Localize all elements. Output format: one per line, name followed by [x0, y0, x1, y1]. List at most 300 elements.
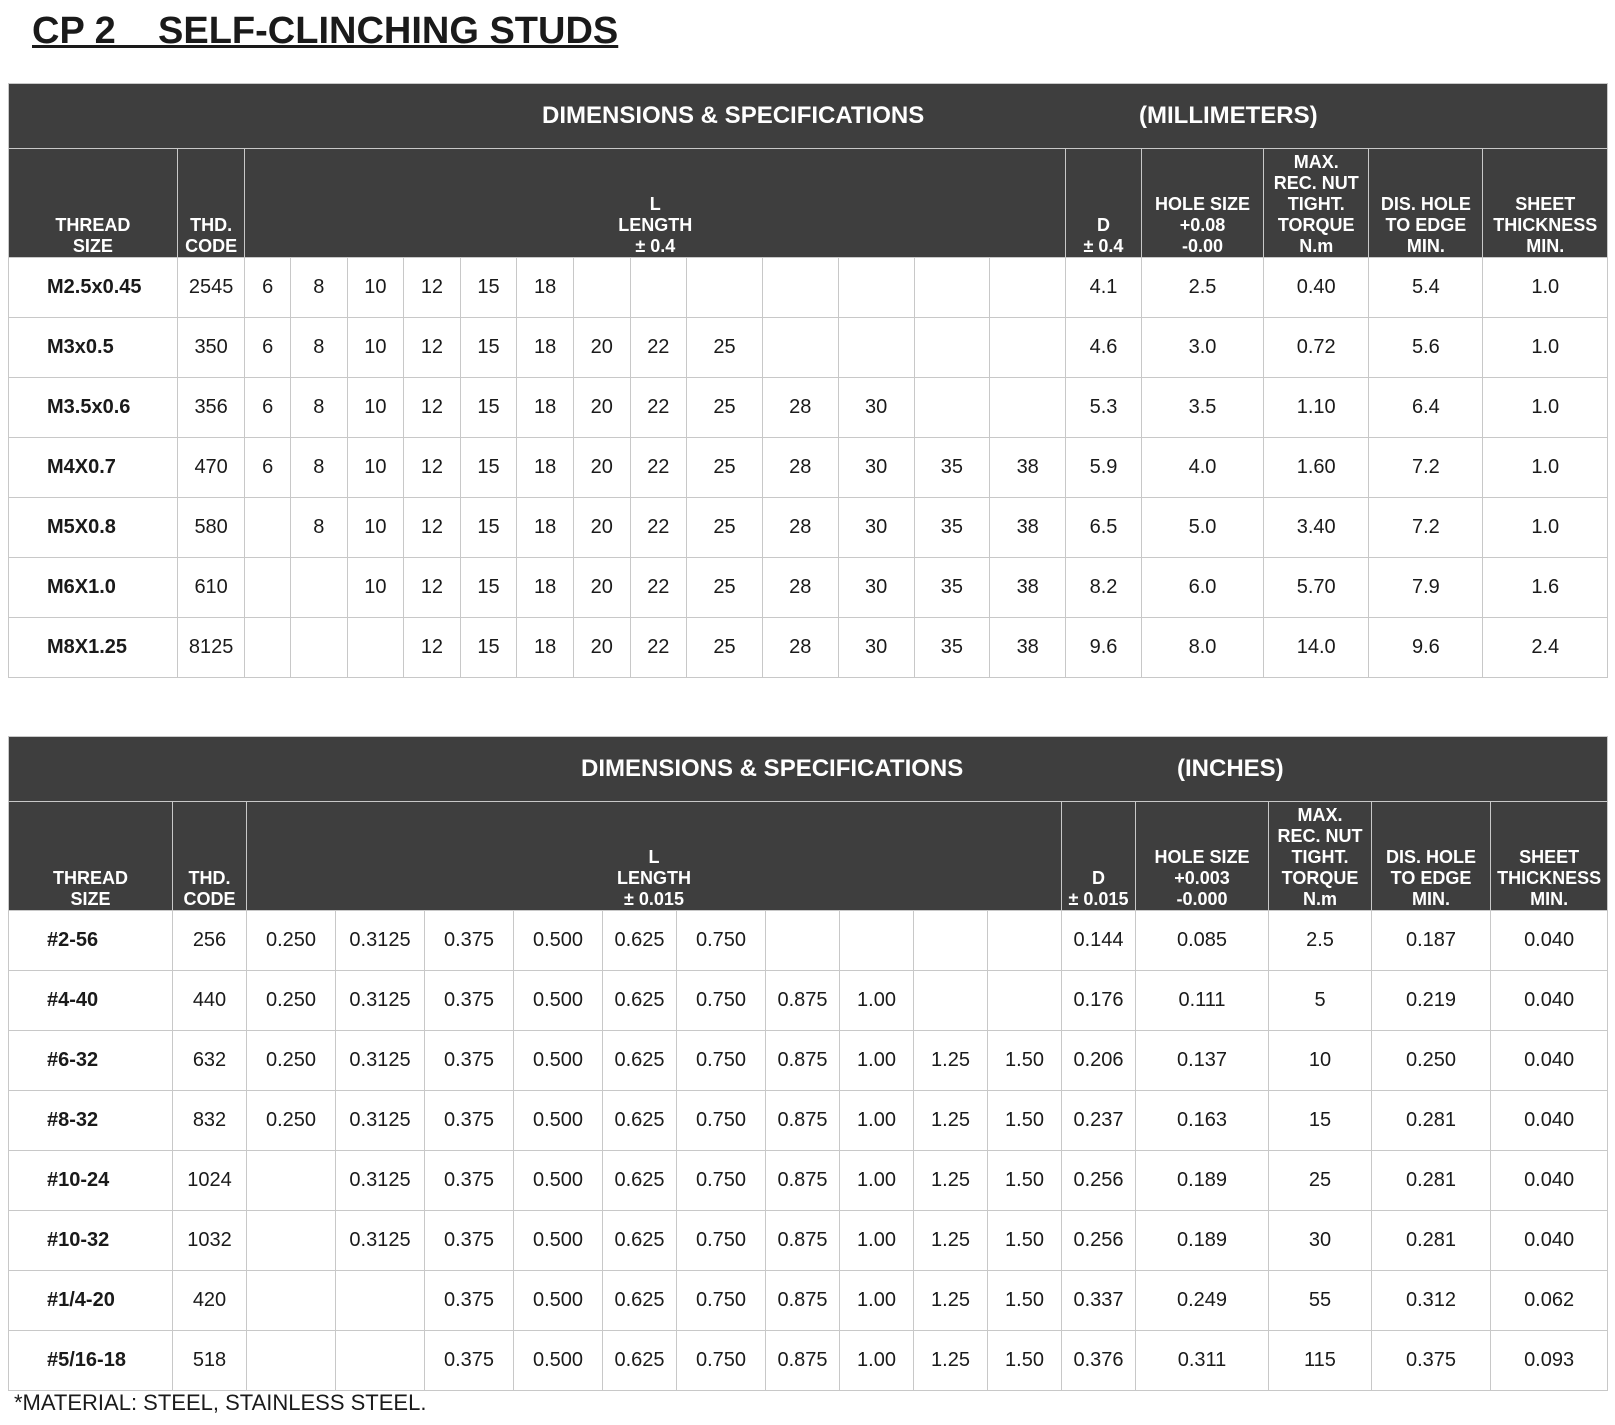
table-cell [766, 911, 840, 971]
table-cell: 0.3125 [336, 1031, 425, 1091]
table-cell: 0.3125 [336, 1091, 425, 1151]
table-cell [990, 378, 1066, 438]
table-cell: 4.0 [1141, 438, 1263, 498]
table-cell: 22 [630, 558, 687, 618]
table-cell: 0.040 [1491, 911, 1608, 971]
table-cell: 0.093 [1491, 1331, 1608, 1391]
table-cell: 1.0 [1483, 258, 1608, 318]
thread-code-cell: 1032 [173, 1211, 247, 1271]
table-cell: 8.0 [1141, 618, 1263, 678]
table-cell: 5.70 [1264, 558, 1369, 618]
table-row [9, 1091, 1608, 1151]
table-cell: 0.250 [247, 1091, 336, 1151]
table-cell: 0.111 [1136, 971, 1269, 1031]
table-cell: 6.0 [1141, 558, 1263, 618]
table-cell [838, 258, 914, 318]
page-title: CP 2 SELF-CLINCHING STUDS [32, 10, 619, 52]
header-thread-size: THREAD SIZE [9, 802, 173, 911]
table-cell: 1.50 [988, 1331, 1062, 1391]
metric-banner [9, 84, 1608, 149]
table-cell: 0.500 [514, 1031, 603, 1091]
table-row [9, 558, 1608, 618]
table-cell: 5.3 [1066, 378, 1142, 438]
table-cell [838, 318, 914, 378]
table-cell: 12 [404, 558, 461, 618]
thread-code-cell: 8125 [177, 618, 245, 678]
table-cell: 6 [245, 438, 290, 498]
table-cell: 9.6 [1066, 618, 1142, 678]
table-cell: 8 [290, 258, 347, 318]
thread-code-cell: 420 [173, 1271, 247, 1331]
thread-code-cell: 518 [173, 1331, 247, 1391]
table-cell: 1.00 [840, 1271, 914, 1331]
table-cell [247, 1331, 336, 1391]
table-cell [988, 971, 1062, 1031]
table-cell: 0.875 [766, 1091, 840, 1151]
table-cell [347, 618, 404, 678]
table-cell: 1.10 [1264, 378, 1369, 438]
table-cell: 0.256 [1062, 1151, 1136, 1211]
table-cell: 38 [990, 618, 1066, 678]
table-cell: 25 [687, 318, 763, 378]
table-row [9, 1211, 1608, 1271]
table-cell: 1.50 [988, 1031, 1062, 1091]
table-cell: 20 [573, 378, 630, 438]
table-cell: 28 [762, 558, 838, 618]
table-cell: 0.875 [766, 1271, 840, 1331]
thread-size-cell: #5/16-18 [9, 1331, 173, 1391]
table-cell: 22 [630, 378, 687, 438]
table-cell: 0.040 [1491, 1091, 1608, 1151]
table-cell: 35 [914, 618, 990, 678]
table-cell [247, 1271, 336, 1331]
table-cell: 6 [245, 258, 290, 318]
table-cell [573, 258, 630, 318]
table-cell: 18 [517, 318, 574, 378]
table-cell [630, 258, 687, 318]
table-cell: 0.375 [425, 1271, 514, 1331]
table-cell: 6.5 [1066, 498, 1142, 558]
table-cell [990, 258, 1066, 318]
header-hole-to-edge: DIS. HOLE TO EDGE MIN. [1369, 149, 1483, 258]
table-cell: 0.250 [247, 971, 336, 1031]
table-cell: 0.500 [514, 1211, 603, 1271]
table-cell: 0.875 [766, 1151, 840, 1211]
table-cell: 15 [460, 618, 517, 678]
table-cell: 20 [573, 618, 630, 678]
table-cell [247, 1151, 336, 1211]
table-cell: 0.750 [677, 971, 766, 1031]
table-cell: 22 [630, 618, 687, 678]
table-cell: 5.4 [1369, 258, 1483, 318]
table-row [9, 1271, 1608, 1331]
table-cell: 0.3125 [336, 1211, 425, 1271]
table-row [9, 258, 1608, 318]
table-cell: 0.250 [247, 911, 336, 971]
table-cell: 0.337 [1062, 1271, 1136, 1331]
table-cell: 35 [914, 438, 990, 498]
thread-size-cell: #10-32 [9, 1211, 173, 1271]
table-cell: 2.5 [1141, 258, 1263, 318]
table-cell: 2.4 [1483, 618, 1608, 678]
thread-size-cell: #6-32 [9, 1031, 173, 1091]
table-cell: 10 [347, 498, 404, 558]
table-cell: 10 [347, 558, 404, 618]
table-cell: 0.375 [425, 1331, 514, 1391]
table-cell: 1.25 [914, 1031, 988, 1091]
table-cell: 5 [1269, 971, 1372, 1031]
table-cell: 18 [517, 438, 574, 498]
table-cell: 0.375 [425, 1151, 514, 1211]
table-cell: 12 [404, 258, 461, 318]
table-cell: 0.750 [677, 1151, 766, 1211]
table-cell [290, 618, 347, 678]
table-cell: 38 [990, 558, 1066, 618]
table-cell: 0.750 [677, 1331, 766, 1391]
header-diameter: D ± 0.4 [1066, 149, 1142, 258]
table-cell: 20 [573, 558, 630, 618]
table-cell: 0.875 [766, 1331, 840, 1391]
header-length: L LENGTH ± 0.015 [247, 802, 1062, 911]
table-cell: 6.4 [1369, 378, 1483, 438]
table-cell: 18 [517, 378, 574, 438]
table-cell: 1.0 [1483, 318, 1608, 378]
metric-banner-unit: (MILLIMETERS) [1139, 102, 1318, 129]
table-row [9, 911, 1608, 971]
table-cell: 28 [762, 438, 838, 498]
table-cell: 1.50 [988, 1091, 1062, 1151]
table-cell: 1.6 [1483, 558, 1608, 618]
table-cell: 6 [245, 318, 290, 378]
material-footnote: *MATERIAL: STEEL, STAINLESS STEEL. [14, 1390, 427, 1415]
table-cell: 3.0 [1141, 318, 1263, 378]
header-length: L LENGTH ± 0.4 [245, 149, 1066, 258]
table-cell: 25 [1269, 1151, 1372, 1211]
table-row [9, 438, 1608, 498]
table-cell [290, 558, 347, 618]
table-cell: 0.375 [425, 971, 514, 1031]
table-cell: 20 [573, 318, 630, 378]
thread-code-cell: 1024 [173, 1151, 247, 1211]
table-row [9, 618, 1608, 678]
table-cell: 8 [290, 378, 347, 438]
table-row [9, 318, 1608, 378]
table-cell: 0.312 [1372, 1271, 1491, 1331]
table-cell: 15 [460, 258, 517, 318]
table-cell: 0.500 [514, 1151, 603, 1211]
header-sheet-thickness: SHEET THICKNESS MIN. [1483, 149, 1608, 258]
table-cell: 5.0 [1141, 498, 1263, 558]
table-cell: 30 [1269, 1211, 1372, 1271]
table-cell [914, 971, 988, 1031]
table-cell: 1.0 [1483, 438, 1608, 498]
table-row [9, 1331, 1608, 1391]
table-cell: 0.250 [247, 1031, 336, 1091]
thread-size-cell: M3x0.5 [9, 318, 178, 378]
table-cell: 15 [460, 558, 517, 618]
table-cell: 0.189 [1136, 1151, 1269, 1211]
table-cell [245, 618, 290, 678]
table-cell [914, 378, 990, 438]
table-cell: 6 [245, 378, 290, 438]
header-thread-size: THREAD SIZE [9, 149, 178, 258]
table-cell: 0.750 [677, 1031, 766, 1091]
table-cell: 28 [762, 378, 838, 438]
table-cell [336, 1271, 425, 1331]
table-cell: 0.625 [603, 1331, 677, 1391]
header-hole-to-edge: DIS. HOLE TO EDGE MIN. [1372, 802, 1491, 911]
table-cell: 0.875 [766, 971, 840, 1031]
table-cell: 1.00 [840, 1091, 914, 1151]
table-cell: 0.875 [766, 1211, 840, 1271]
thread-size-cell: #1/4-20 [9, 1271, 173, 1331]
table-cell: 8 [290, 498, 347, 558]
table-cell: 10 [347, 318, 404, 378]
table-cell: 0.375 [425, 1211, 514, 1271]
table-cell: 30 [838, 618, 914, 678]
table-cell: 0.137 [1136, 1031, 1269, 1091]
header-hole-size: HOLE SIZE +0.08 -0.00 [1141, 149, 1263, 258]
inch-banner [9, 737, 1608, 802]
table-cell: 0.500 [514, 1271, 603, 1331]
table-cell: 0.72 [1264, 318, 1369, 378]
thread-code-cell: 470 [177, 438, 245, 498]
table-cell: 0.375 [425, 911, 514, 971]
table-cell: 12 [404, 498, 461, 558]
table-cell: 25 [687, 378, 763, 438]
table-cell: 1.25 [914, 1271, 988, 1331]
table-cell: 0.375 [1372, 1331, 1491, 1391]
header-torque: MAX. REC. NUT TIGHT. TORQUE N.m [1264, 149, 1369, 258]
table-cell: 30 [838, 498, 914, 558]
table-cell: 0.237 [1062, 1091, 1136, 1151]
thread-size-cell: #10-24 [9, 1151, 173, 1211]
thread-code-cell: 256 [173, 911, 247, 971]
table-cell: 1.00 [840, 1031, 914, 1091]
table-cell: 0.3125 [336, 1151, 425, 1211]
table-cell: 38 [990, 498, 1066, 558]
thread-size-cell: M6X1.0 [9, 558, 178, 618]
thread-size-cell: M5X0.8 [9, 498, 178, 558]
table-cell: 15 [460, 378, 517, 438]
table-cell: 7.9 [1369, 558, 1483, 618]
table-cell: 12 [404, 618, 461, 678]
table-cell: 0.187 [1372, 911, 1491, 971]
table-cell: 3.40 [1264, 498, 1369, 558]
thread-code-cell: 2545 [177, 258, 245, 318]
table-cell: 4.6 [1066, 318, 1142, 378]
table-cell: 7.2 [1369, 438, 1483, 498]
table-cell: 0.500 [514, 971, 603, 1031]
table-cell: 38 [990, 438, 1066, 498]
table-cell: 4.1 [1066, 258, 1142, 318]
table-cell: 18 [517, 558, 574, 618]
table-cell [914, 911, 988, 971]
thread-size-cell: M2.5x0.45 [9, 258, 178, 318]
table-cell [762, 318, 838, 378]
table-cell: 1.25 [914, 1211, 988, 1271]
thread-size-cell: #4-40 [9, 971, 173, 1031]
table-cell: 0.625 [603, 1091, 677, 1151]
table-cell: 8.2 [1066, 558, 1142, 618]
table-cell: 20 [573, 438, 630, 498]
table-cell: 10 [347, 438, 404, 498]
header-torque: MAX. REC. NUT TIGHT. TORQUE N.m [1269, 802, 1372, 911]
table-cell: 0.625 [603, 1211, 677, 1271]
table-cell: 0.176 [1062, 971, 1136, 1031]
table-cell: 15 [460, 498, 517, 558]
table-cell [914, 318, 990, 378]
table-cell: 2.5 [1269, 911, 1372, 971]
table-cell [762, 258, 838, 318]
header-sheet-thickness: SHEET THICKNESS MIN. [1491, 802, 1608, 911]
table-cell [840, 911, 914, 971]
thread-size-cell: M3.5x0.6 [9, 378, 178, 438]
table-cell: 0.311 [1136, 1331, 1269, 1391]
metric-banner-title: DIMENSIONS & SPECIFICATIONS [542, 102, 925, 129]
table-cell [247, 1211, 336, 1271]
table-cell [687, 258, 763, 318]
table-cell: 1.0 [1483, 498, 1608, 558]
table-cell: 0.500 [514, 911, 603, 971]
table-cell: 0.256 [1062, 1211, 1136, 1271]
table-cell: 35 [914, 498, 990, 558]
table-cell: 55 [1269, 1271, 1372, 1331]
table-cell: 0.281 [1372, 1151, 1491, 1211]
table-cell: 0.375 [425, 1091, 514, 1151]
table-cell [988, 911, 1062, 971]
table-cell: 0.040 [1491, 1151, 1608, 1211]
thread-code-cell: 440 [173, 971, 247, 1031]
table-cell: 1.60 [1264, 438, 1369, 498]
table-cell: 0.375 [425, 1031, 514, 1091]
table-cell: 10 [347, 258, 404, 318]
table-cell: 115 [1269, 1331, 1372, 1391]
table-cell: 10 [347, 378, 404, 438]
thread-size-cell: M8X1.25 [9, 618, 178, 678]
table-cell: 1.00 [840, 971, 914, 1031]
table-cell: 0.281 [1372, 1091, 1491, 1151]
header-diameter: D ± 0.015 [1062, 802, 1136, 911]
table-cell: 25 [687, 438, 763, 498]
table-cell: 0.625 [603, 1031, 677, 1091]
table-cell: 22 [630, 318, 687, 378]
header-hole-size: HOLE SIZE +0.003 -0.000 [1136, 802, 1269, 911]
inch-banner-unit: (INCHES) [1177, 755, 1284, 782]
table-cell: 0.750 [677, 1271, 766, 1331]
header-thread-code: THD. CODE [173, 802, 247, 911]
table-cell: 22 [630, 438, 687, 498]
table-cell: 1.25 [914, 1151, 988, 1211]
table-cell: 12 [404, 318, 461, 378]
table-cell: 30 [838, 378, 914, 438]
table-row [9, 498, 1608, 558]
table-cell: 0.249 [1136, 1271, 1269, 1331]
table-cell: 0.281 [1372, 1211, 1491, 1271]
table-row [9, 1031, 1608, 1091]
thread-size-cell: M4X0.7 [9, 438, 178, 498]
inch-spec-table [8, 736, 1608, 1391]
table-cell: 12 [404, 378, 461, 438]
table-cell: 5.9 [1066, 438, 1142, 498]
table-cell: 3.5 [1141, 378, 1263, 438]
table-cell: 1.00 [840, 1211, 914, 1271]
table-cell [245, 498, 290, 558]
table-cell [336, 1331, 425, 1391]
table-cell: 0.3125 [336, 971, 425, 1031]
table-cell: 1.50 [988, 1151, 1062, 1211]
table-cell: 1.0 [1483, 378, 1608, 438]
table-cell: 15 [1269, 1091, 1372, 1151]
thread-size-cell: #2-56 [9, 911, 173, 971]
table-cell: 12 [404, 438, 461, 498]
inch-banner-title: DIMENSIONS & SPECIFICATIONS [581, 755, 964, 782]
table-cell: 0.040 [1491, 1031, 1608, 1091]
thread-code-cell: 632 [173, 1031, 247, 1091]
table-cell: 15 [460, 318, 517, 378]
table-cell: 0.750 [677, 1211, 766, 1271]
thread-code-cell: 832 [173, 1091, 247, 1151]
table-cell: 0.750 [677, 911, 766, 971]
table-cell: 5.6 [1369, 318, 1483, 378]
table-cell [914, 258, 990, 318]
metric-spec-table [8, 83, 1608, 678]
table-cell: 9.6 [1369, 618, 1483, 678]
table-cell: 0.500 [514, 1091, 603, 1151]
table-cell: 30 [838, 558, 914, 618]
header-thread-code: THD. CODE [177, 149, 245, 258]
table-cell: 1.50 [988, 1211, 1062, 1271]
table-cell: 10 [1269, 1031, 1372, 1091]
table-cell: 0.625 [603, 1271, 677, 1331]
table-cell: 7.2 [1369, 498, 1483, 558]
table-cell: 0.500 [514, 1331, 603, 1391]
table-cell: 1.00 [840, 1331, 914, 1391]
table-cell: 25 [687, 618, 763, 678]
table-cell: 0.875 [766, 1031, 840, 1091]
table-cell: 0.062 [1491, 1271, 1608, 1331]
table-cell: 0.625 [603, 1151, 677, 1211]
table-cell: 28 [762, 618, 838, 678]
table-cell: 1.00 [840, 1151, 914, 1211]
table-cell: 0.189 [1136, 1211, 1269, 1271]
table-cell: 0.625 [603, 911, 677, 971]
table-row [9, 971, 1608, 1031]
table-cell: 0.206 [1062, 1031, 1136, 1091]
table-cell: 25 [687, 498, 763, 558]
table-cell: 18 [517, 498, 574, 558]
thread-size-cell: #8-32 [9, 1091, 173, 1151]
table-cell: 22 [630, 498, 687, 558]
table-cell: 1.25 [914, 1091, 988, 1151]
table-cell: 0.376 [1062, 1331, 1136, 1391]
table-cell: 0.40 [1264, 258, 1369, 318]
thread-code-cell: 356 [177, 378, 245, 438]
table-cell [245, 558, 290, 618]
table-cell: 0.144 [1062, 911, 1136, 971]
table-cell: 30 [838, 438, 914, 498]
thread-code-cell: 580 [177, 498, 245, 558]
table-cell: 15 [460, 438, 517, 498]
table-cell: 0.219 [1372, 971, 1491, 1031]
table-cell: 0.3125 [336, 911, 425, 971]
table-cell: 0.040 [1491, 971, 1608, 1031]
table-cell: 28 [762, 498, 838, 558]
thread-code-cell: 350 [177, 318, 245, 378]
table-cell: 0.625 [603, 971, 677, 1031]
table-cell: 0.750 [677, 1091, 766, 1151]
table-row [9, 378, 1608, 438]
